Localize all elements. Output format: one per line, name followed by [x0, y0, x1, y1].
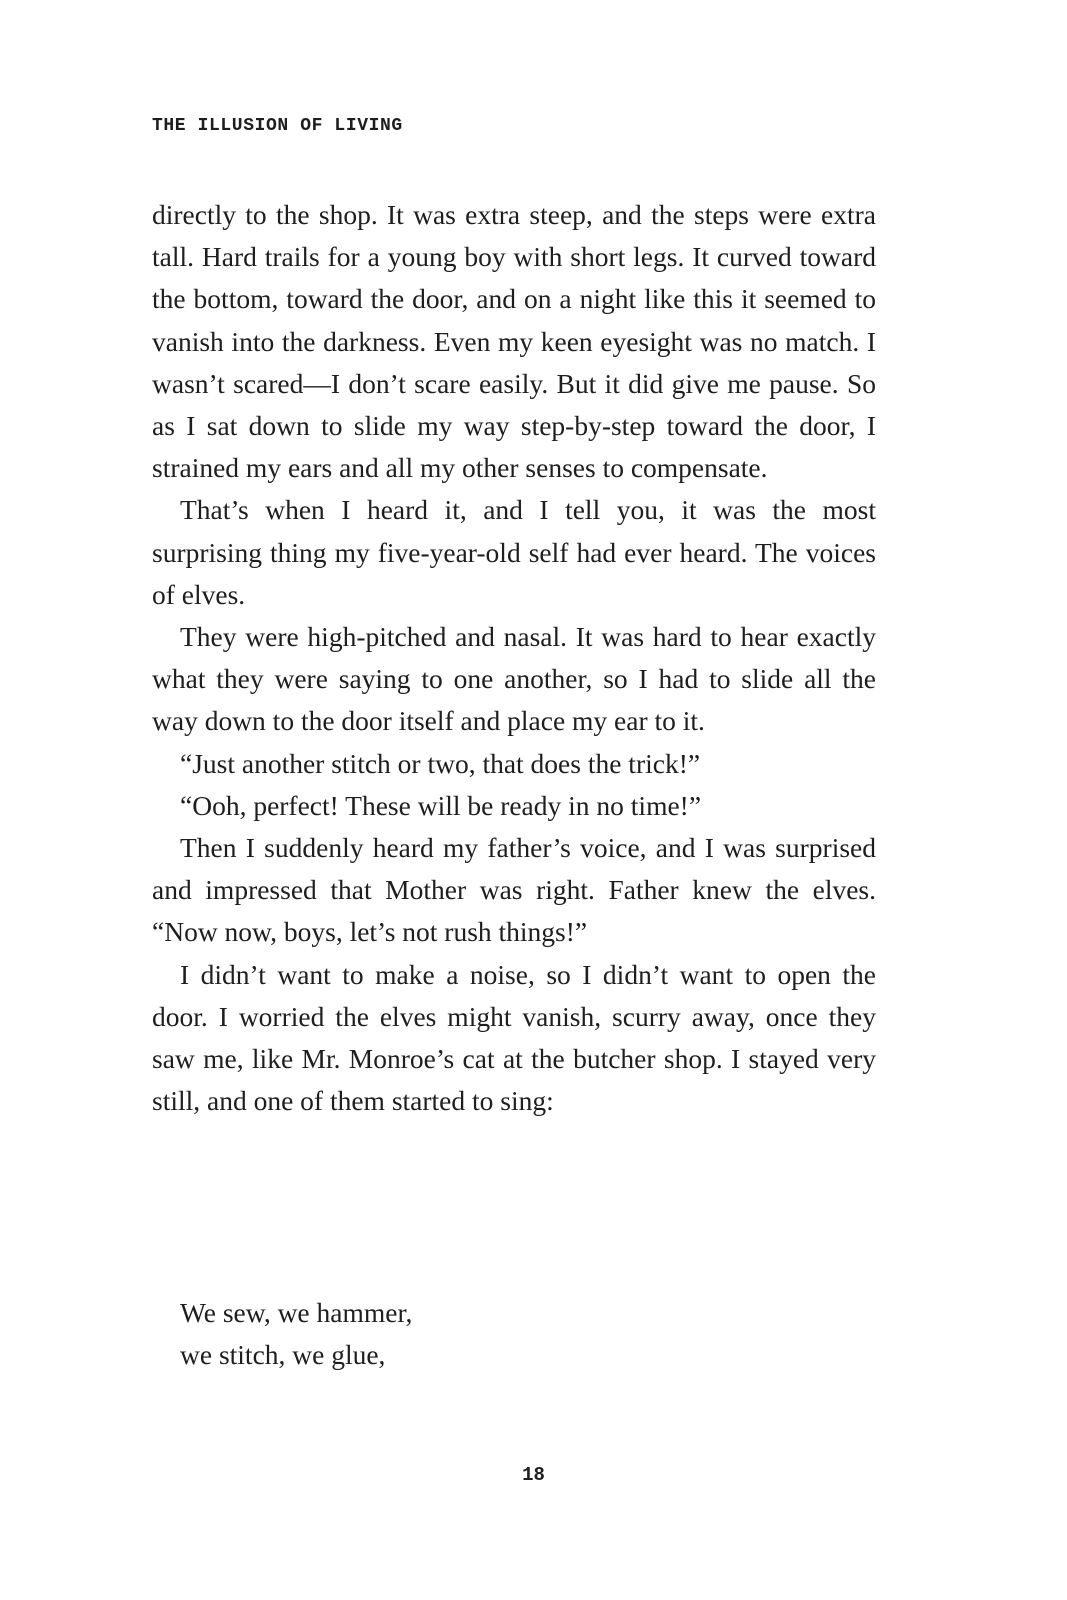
body-text — [152, 194, 876, 1122]
paragraph: directly to the shop. It was extra steep, and the steps were extra tall. Hard trails for a young boy with short legs. It curved toward the bottom, toward the door, and on a night like this it seemed to vanish into the darkness. Even my keen eyesight was no match. I wasn’t scared—I don’t scare easily. But it did give me pause. So as I sat down to slide my way step-by-step toward the door, I strained my ears and all my other senses to compensate. — [152, 199, 876, 484]
song-verse — [180, 1292, 412, 1376]
page-number: 18 — [522, 1464, 545, 1486]
paragraph: Then I suddenly heard my father’s voice, and I was surprised and impressed that Mother was right. Father knew the elves. “Now now, boys, let’s not rush things!” — [152, 832, 876, 948]
paragraph: They were high-pitched and nasal. It was hard to hear exactly what they were saying to one another, so I had to slide all the way down to the door itself and place my ear to it. — [152, 621, 876, 737]
paragraph: “Ooh, perfect! These will be ready in no time!” — [180, 789, 702, 821]
paragraph: “Just another stitch or two, that does the trick!” — [180, 747, 701, 779]
running-head: THE ILLUSION OF LIVING — [152, 116, 403, 136]
paragraph: That’s when I heard it, and I tell you, it was the most surprising thing my five-year-old self had ever heard. The voices of elves. — [152, 494, 876, 610]
verse-line: we stitch, we glue, — [180, 1339, 386, 1371]
verse-line: We sew, we hammer, — [180, 1297, 413, 1328]
paragraph: I didn’t want to make a noise, so I didn’t want to open the door. I worried the elves might vanish, scurry away, once they saw me, like Mr. Monroe’s cat at the butcher shop. I stayed very still, and one of them started to sing: — [152, 958, 876, 1117]
